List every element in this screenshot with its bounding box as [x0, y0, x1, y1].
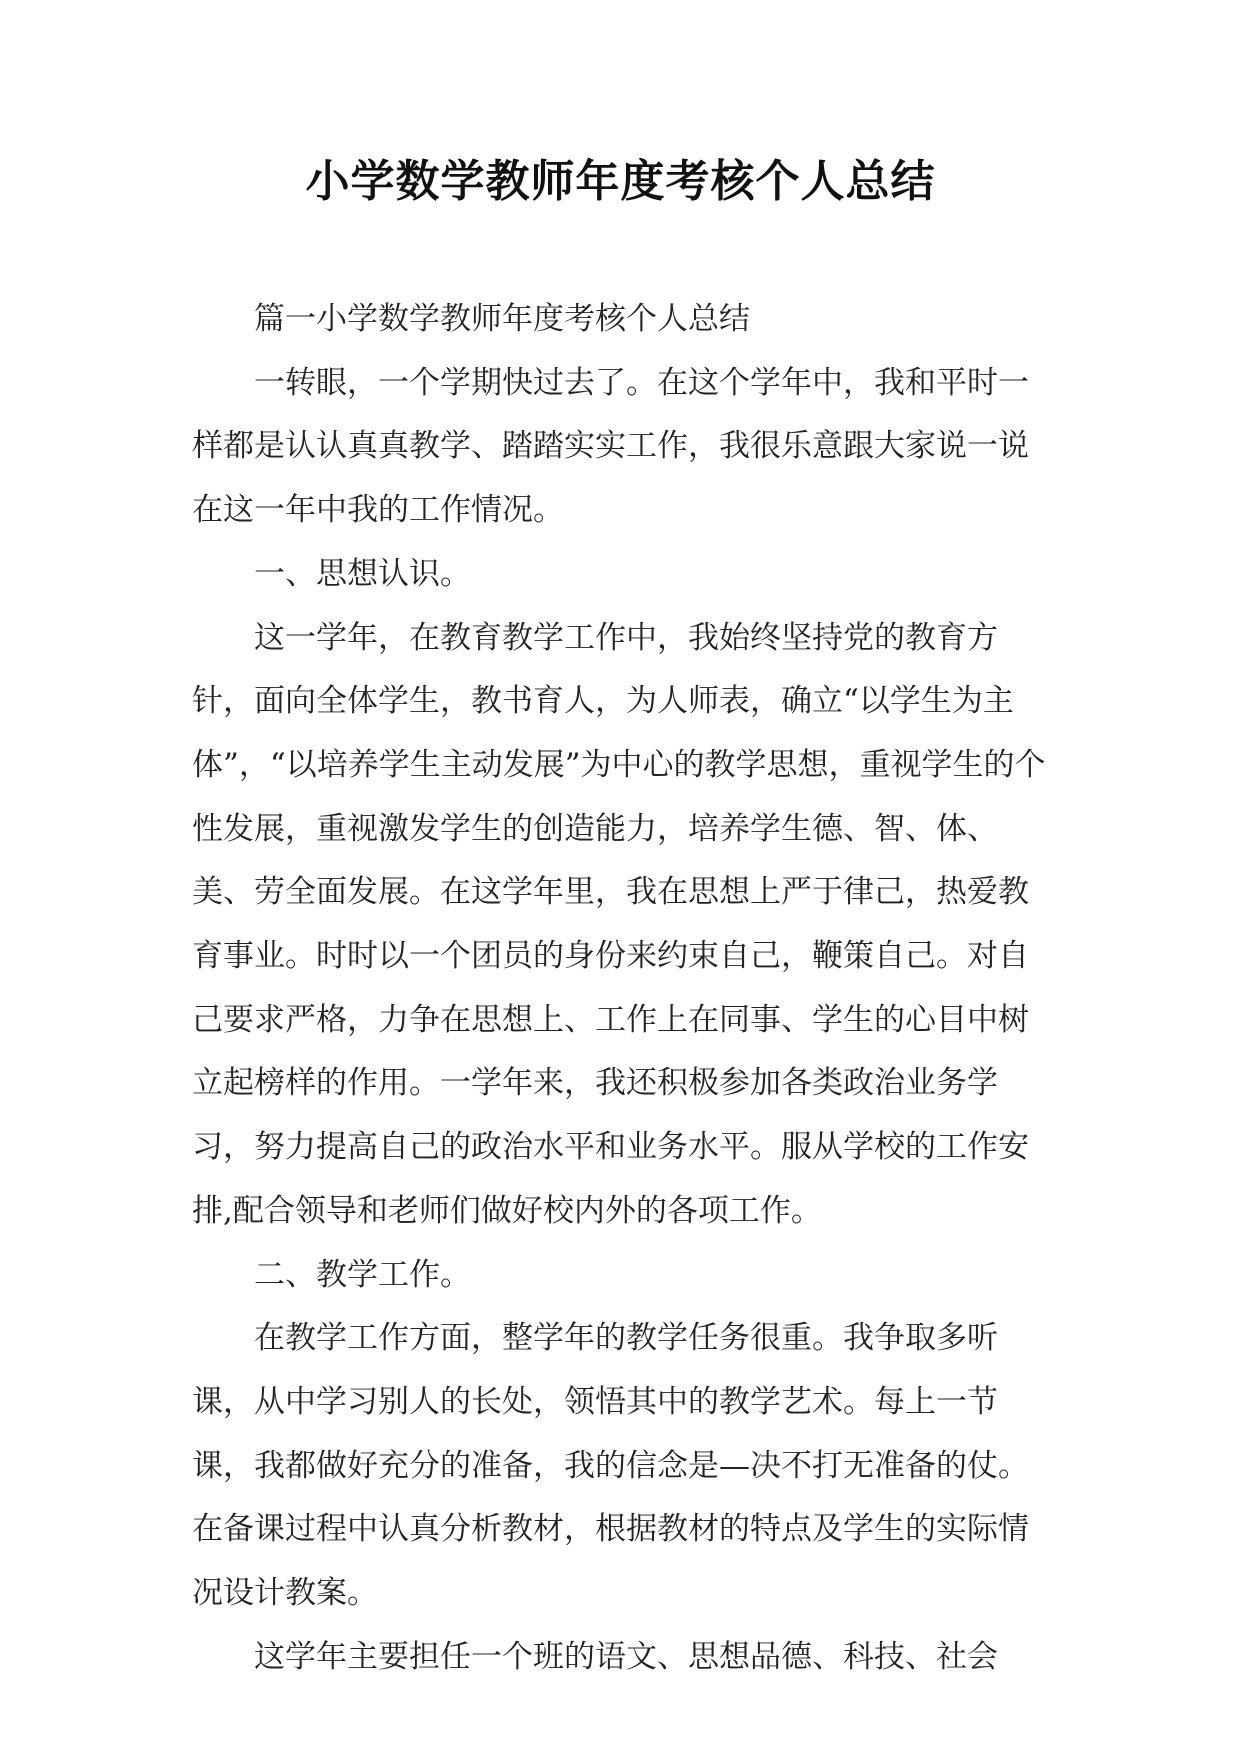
ideology-paragraph: 这一学年，在教育教学工作中，我始终坚持党的教育方针，面向全体学生，教书育人，为人师表，确立“以学生为主体”，“以培养学生主动发展”为中心的教学思想，重视学生的个性发展，重视激发学生的创造能力，培养学生德、智、体、美、劳全面发展。在这学年里，我在思想上严于律己，热爱教育事业。时时以一个团员的身份来约束自己，鞭策自己。对自己要求严格，力争在思想上、工作上在同事、学生的心目中树立起榜样的作用。一学年来，我还积极参加各类政治业务学习，努力提高自己的政治水平和业务水平。服从学校的工作安排,配合领导和老师们做好校内外的各项工作。: [192, 619, 1046, 1229]
duties-paragraph: 这学年主要担任一个班的语文、思想品德、科技、社会: [254, 1638, 998, 1675]
teaching-paragraph: 在教学工作方面，整学年的教学任务很重。我争取多听课，从中学习别人的长处，领悟其中的教学艺术。每上一节课，我都做好充分的准备，我的信念是—决不打无准备的仗。在备课过程中认真分析教材，根据教材的特点及学生的实际情况设计教案。: [192, 1320, 1029, 1612]
intro-paragraph: 一转眼，一个学期快过去了。在这个学年中，我和平时一样都是认认真真教学、踏踏实实工作，我很乐意跟大家说一说在这一年中我的工作情况。: [192, 364, 1029, 529]
section-heading-teaching: 二、教学工作。: [254, 1256, 471, 1293]
document-body: [192, 288, 1050, 1689]
document-title: 小学数学教师年度考核个人总结: [305, 156, 936, 207]
section-heading-part-one: 篇一小学数学教师年度考核个人总结: [254, 301, 750, 337]
section-heading-ideology: 一、思想认识。: [254, 555, 471, 592]
